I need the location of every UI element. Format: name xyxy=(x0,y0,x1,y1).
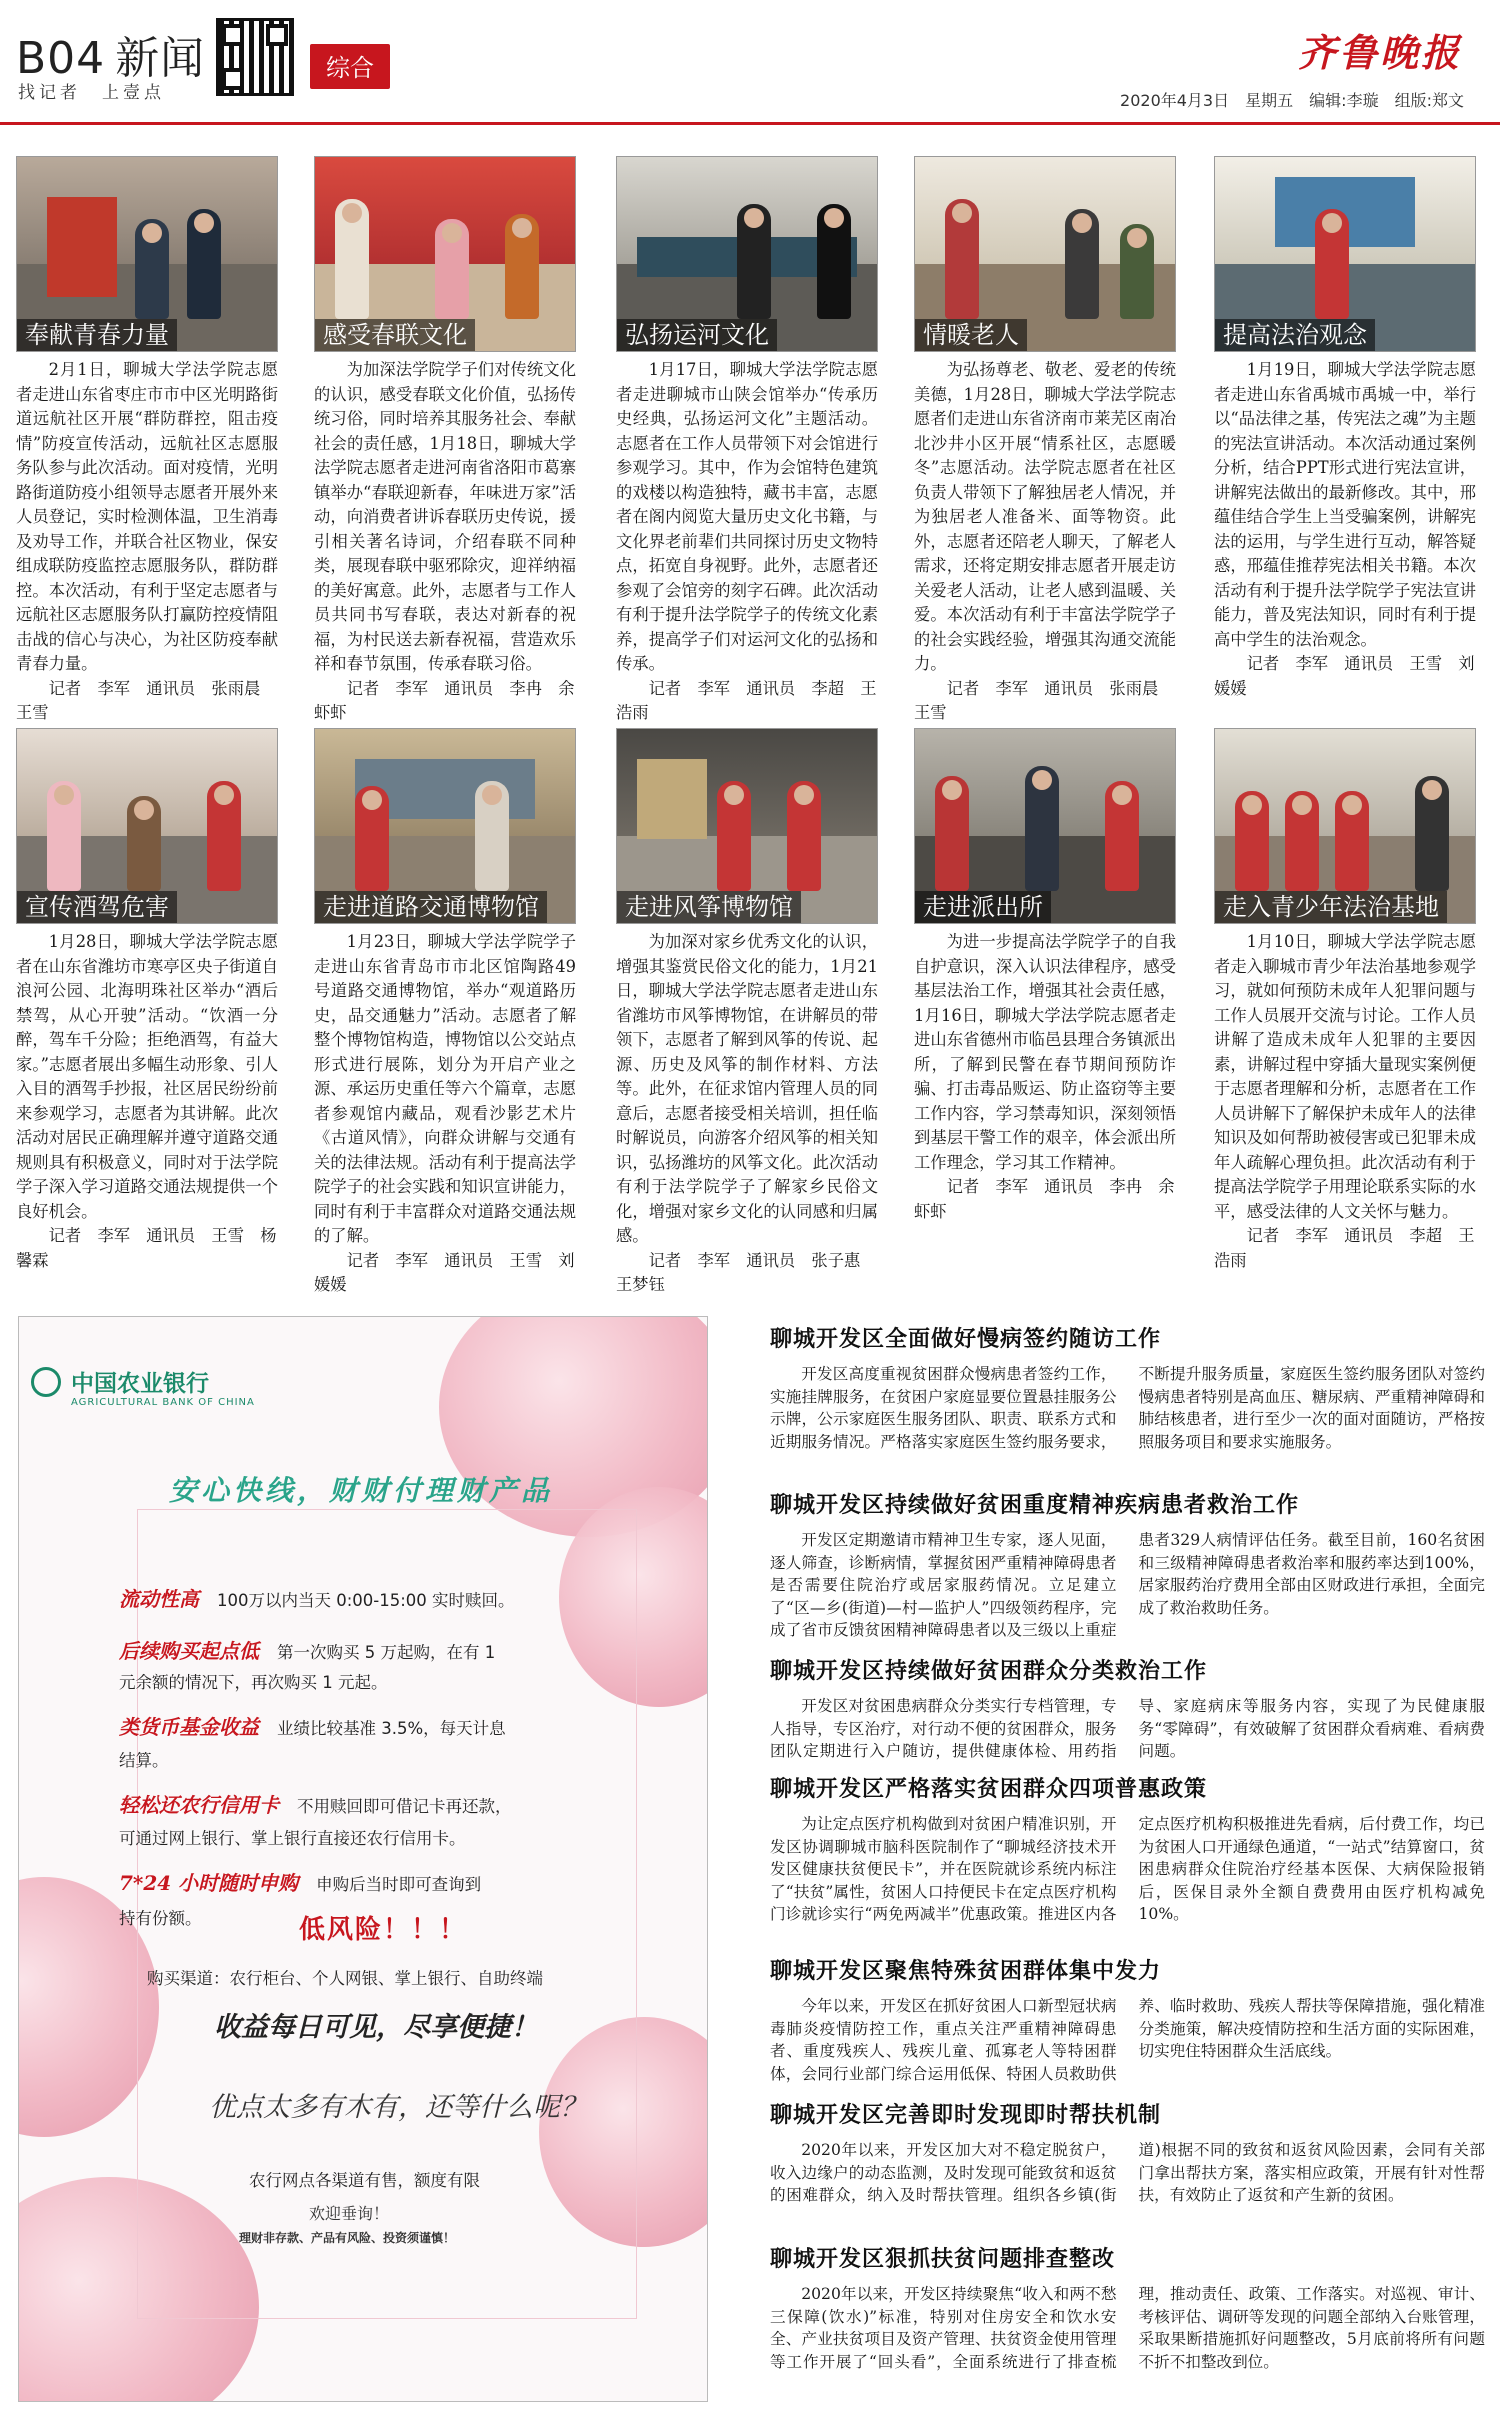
story-card xyxy=(314,156,576,726)
article-headline: 聊城开发区全面做好慢病签约随访工作 xyxy=(770,1327,1162,1352)
low-risk-label: 低风险！！！ xyxy=(299,1915,468,1945)
feature-cont: 持有份额。 xyxy=(119,1909,202,1928)
story-card xyxy=(1214,156,1476,701)
article-body: 开发区定期邀请市精神卫生专家，逐人见面，逐人筛查，诊断病情，掌握贫困严重精神障碍患者是否需要住院治疗或居家服药情况。立足建立了“区—乡(街道)—村—监护人”四级领药程序，完成了省市反馈贫困精神障碍患者以及三级以上重症患者329人病情评估任务。截至目前，160名贫困和三级精神障碍患者救治率和服药率达到100%，居家服药治疗费用全部由区财政进行承担，全面完成了救治救助任务。 xyxy=(770,1531,1485,1639)
story-byline: 记者 李军 通讯员 李冉 余虾虾 xyxy=(914,1177,1175,1221)
article-body: 2020年以来，开发区加大对不稳定脱贫户，收入边缘户的动态监测，及时发现可能致贫和返贫的困难群众，纳入及时帮扶管理。组织各乡镇(街道)根据不同的致贫和返贫风险因素，会同有关部门拿出帮扶方案，落实相应政策，开展有针对性帮扶，有效防止了返贫和产生新的贫困。 xyxy=(770,2141,1485,2204)
story-caption: 提高法治观念 xyxy=(1215,319,1375,351)
story-card xyxy=(914,728,1176,1224)
story-text: 1月17日，聊城大学法学院志愿者走进聊城市山陕会馆举办“传承历史经典，弘扬运河文化”主题活动。志愿者在工作人员带领下对会馆进行参观学习。其中，作为会馆特色建筑的戏楼以构造独特，藏书丰富，志愿者在阁内阅览大量历史文化书籍，与文化界老前辈们共同探讨历史文物特点，拓宽自身视野。此外，志愿者还参观了会馆旁的刻字石碑。此次活动有利于提升法学院学子的传统文化素养，提高学子们对运河文化的弘扬和传承。 xyxy=(616,360,878,673)
ad-slogan: 收益每日可见，尽享便捷！ xyxy=(214,2012,538,2043)
story-card xyxy=(1214,728,1476,1273)
story-photo xyxy=(914,728,1176,924)
news-article xyxy=(770,2242,1485,2373)
news-article xyxy=(770,1772,1485,1926)
story-text: 1月23日，聊城大学法学院学子走进山东省青岛市市北区馆陶路49号道路交通博物馆，举办“观道路历史，品交通魅力”活动。志愿者了解整个博物馆构造，博物馆以公交站点形式进行展陈，划分为开启产业之源、承运历史重任等六个篇章，志愿者参观馆内藏品，观看沙影艺术片《古道风情》，向群众讲解与交通有关的法律法规。活动有利于提高法学院学子的社会实践和知识宣讲能力，同时有利于丰富群众对道路交通法规的了解。 xyxy=(314,932,576,1245)
article-headline: 聊城开发区持续做好贫困群众分类救治工作 xyxy=(770,1659,1208,1684)
article-body: 今年以来，开发区在抓好贫困人口新型冠状病毒肺炎疫情防控工作，重点关注严重精神障碍患者、重度残疾人、残疾儿童、孤寡老人等特困群体，会同行业部门综合运用低保、特困人员救助供养、临时救助、残疾人帮扶等保障措施，强化精准分类施策，解决疫情防控和生活方面的实际困难，切实兜住特困群众生活底线。 xyxy=(770,1997,1485,2083)
bank-logo-icon xyxy=(31,1367,61,1397)
story-card xyxy=(314,728,576,1298)
feature-body: 业绩比较基准 3.5%，每天计息 xyxy=(277,1719,506,1738)
ad-risk-warning: 理财非存款、产品有风险、投资须谨慎！ xyxy=(239,2231,456,2245)
feature-cont: 元余额的情况下，再次购买 1 元起。 xyxy=(119,1673,388,1692)
masthead-rule xyxy=(0,122,1500,125)
article-body: 开发区对贫困患病群众分类实行专档管理，专人指导，专区治疗，对行动不便的贫困群众，服务团队定期进行入户随访，提供健康体检、用药指导、家庭病床等服务内容，实现了为民健康服务“零障碍”，有效破解了贫困群众看病难、看病费问题。 xyxy=(770,1697,1485,1760)
page-number: B04 xyxy=(16,33,106,84)
masthead xyxy=(0,0,1500,118)
story-byline: 记者 李军 通讯员 李超 王浩雨 xyxy=(1214,1226,1475,1270)
story-photo xyxy=(1214,156,1476,352)
ad-feature xyxy=(119,1635,495,1664)
feature-body: 申购后当时即可查询到 xyxy=(316,1875,482,1894)
story-text: 1月28日，聊城大学法学院志愿者在山东省潍坊市寒亭区央子街道自浪河公园、北海明珠社区举办“酒后禁驾，从心开驶”活动。“饮酒一分醉，驾车千分险；拒绝酒驾，有益大家。”志愿者展出多幅生动形象、引人入目的酒驾手抄报，社区居民纷纷前来参观学习，志愿者为其讲解。此次活动对居民正确理解并遵守道路交通规则具有积极意义，同时对于法学院学子深入学习道路交通法规提供一个良好机会。 xyxy=(16,932,278,1221)
section-name: 新闻 xyxy=(115,33,206,84)
ad-outlets: 农行网点各渠道有售，额度有限 xyxy=(249,2171,480,2190)
bank-name: 中国农业银行 xyxy=(71,1370,209,1397)
story-byline: 记者 李军 通讯员 王雪 刘媛媛 xyxy=(1214,654,1475,698)
ad-feature xyxy=(119,1867,481,1896)
story-photo xyxy=(16,156,278,352)
purchase-channels: 购买渠道：农行柜台、个人网银、掌上银行、自助终端 xyxy=(147,1969,543,1988)
story-caption: 宣传酒驾危害 xyxy=(17,891,177,923)
article-body: 2020年以来，开发区持续聚焦“收入和两不愁三保障(饮水)”标准，特别对住房安全和饮水安全、产业扶贫项目及资产管理、扶贫资金使用管理等工作开展了“回头看”，全面系统进行了排查梳理，推动责任、政策、工作落实。对巡视、审计、考核评估、调研等发现的问题全部纳入台账管理，采取果断措施抓好问题整改，5月底前将所有问题不折不扣整改到位。 xyxy=(770,2285,1485,2371)
story-caption: 走进风筝博物馆 xyxy=(617,891,801,923)
story-photo xyxy=(616,156,878,352)
story-byline: 记者 李军 通讯员 王雪 杨馨霖 xyxy=(16,1226,277,1270)
date: 2020年4月3日 xyxy=(1120,91,1230,110)
story-text: 为弘扬尊老、敬老、爱老的传统美德，1月28日，聊城大学法学院志愿者们走进山东省济南市莱芜区南冶北沙井小区开展“情系社区，志愿暖冬”志愿活动。法学院志愿者在社区负责人带领下了解独居老人情况，并为独居老人准备米、面等物资。此外，志愿者还陪老人聊天，了解老人需求，还将定期安排志愿者开展走访关爱老人活动，让老人感到温暖、关爱。本次活动有利于丰富法学院学子的社会实践经验，增强其沟通交流能力。 xyxy=(914,360,1176,673)
news-article xyxy=(770,1654,1485,1763)
feature-head: 后续购买起点低 xyxy=(119,1639,259,1663)
weekday: 星期五 xyxy=(1245,91,1294,110)
story-caption: 走入青少年法治基地 xyxy=(1215,891,1447,923)
story-byline: 记者 李军 通讯员 张雨晨 王雪 xyxy=(914,678,1175,722)
story-byline: 记者 李军 通讯员 张子惠 王梦钰 xyxy=(616,1250,877,1294)
article-headline: 聊城开发区完善即时发现即时帮扶机制 xyxy=(770,2103,1162,2128)
story-caption: 弘扬运河文化 xyxy=(617,319,777,351)
column-label: 综合 xyxy=(310,44,390,89)
feature-cont: 结算。 xyxy=(119,1751,169,1770)
masthead-tagline: 找记者 上壹点 xyxy=(18,83,165,103)
story-text: 为加深对家乡优秀文化的认识，增强其鉴赏民俗文化的能力，1月21日，聊城大学法学院志愿者走进山东省潍坊市风筝博物馆，在讲解员的带领下，志愿者了解到风筝的传说、起源、历史及风筝的制作材料、方法等。此外，在征求馆内管理人员的同意后，志愿者接受相关培训，担任临时解说员，向游客介绍风筝的相关知识，弘扬潍坊的风筝文化。此次活动有利于法学院学子了解家乡民俗文化，增强对家乡文化的认同感和归属感。 xyxy=(616,932,878,1245)
story-text: 2月1日，聊城大学法学院志愿者走进山东省枣庄市市中区光明路街道远航社区开展“群防群控，阻击疫情”防疫宣传活动，远航社区志愿服务队参与此次活动。面对疫情，光明路街道防疫小组领导志愿者开展外来人员登记，实时检测体温，卫生消毒及劝导工作，并联合社区物业，保安组成联防疫监控志愿服务队，群防群控。本次活动，有利于坚定志愿者与远航社区志愿服务队打赢防控疫情阻击战的信心与决心，为社区防疫奉献青春力量。 xyxy=(16,360,278,673)
story-caption: 走进道路交通博物馆 xyxy=(315,891,547,923)
feature-head: 7*24 小时随时申购 xyxy=(119,1871,299,1895)
story-byline: 记者 李军 通讯员 张雨晨 王雪 xyxy=(16,678,277,722)
ad-welcome: 欢迎垂询！ xyxy=(309,2204,390,2223)
story-card xyxy=(616,156,878,726)
qr-code-icon[interactable] xyxy=(216,18,294,96)
story-photo xyxy=(314,156,576,352)
story-text: 1月10日，聊城大学法学院志愿者走入聊城市青少年法治基地参观学习，就如何预防未成年人犯罪问题与工作人员展开交流与讨论。工作人员讲解了造成未成年人犯罪的主要因素，讲解过程中穿插大量现实案例便于志愿者理解和分析，志愿者在工作人员讲解下了解保护未成年人的法律知识及如何帮助被侵害或已犯罪未成年人疏解心理负担。此次活动有利于提高法学院学子用理论联系实际的水平，感受法律的人文关怀与魅力。 xyxy=(1214,932,1476,1221)
bank-advertisement[interactable] xyxy=(18,1316,708,2402)
story-photo xyxy=(314,728,576,924)
page-number-and-section xyxy=(16,22,205,86)
story-caption: 情暖老人 xyxy=(915,319,1027,351)
feature-body: 不用赎回即可借记卡再还款， xyxy=(297,1797,512,1816)
feature-head: 类货币基金收益 xyxy=(119,1715,259,1739)
bank-name-en: AGRICULTURAL BANK OF CHINA xyxy=(71,1397,255,1408)
article-headline: 聊城开发区持续做好贫困重度精神疾病患者救治工作 xyxy=(770,1493,1300,1518)
ad-feature xyxy=(119,1711,506,1740)
story-card xyxy=(16,728,278,1273)
story-byline: 记者 李军 通讯员 王雪 刘媛媛 xyxy=(314,1250,575,1294)
feature-cont: 可通过网上银行、掌上银行直接还农行信用卡。 xyxy=(119,1829,466,1848)
story-card xyxy=(616,728,878,1298)
story-caption: 奉献青春力量 xyxy=(17,319,177,351)
story-photo xyxy=(16,728,278,924)
story-caption: 感受春联文化 xyxy=(315,319,475,351)
news-article xyxy=(770,1322,1485,1453)
article-body: 为让定点医疗机构做到对贫困户精准识别，开发区协调聊城市脑科医院制作了“聊城经济技术开发区健康扶贫便民卡”，并在医院就诊系统内标注了“扶贫”属性，贫困人口持便民卡在定点医疗机构门诊就诊实行“两免两减半”优惠政策。推进区内各定点医疗机构积极推进先看病，后付费工作，均已为贫困人口开通绿色通道，“一站式”结算窗口，贫困患病群众住院治疗经基本医保、大病保险报销后，医保目录外全额自费费用由医疗机构减免10%。 xyxy=(770,1815,1485,1923)
news-article xyxy=(770,1954,1485,2085)
ad-feature xyxy=(119,1789,512,1818)
ad-title: 安心快线，财财付理财产品 xyxy=(169,1474,554,1507)
story-caption: 走进派出所 xyxy=(915,891,1051,923)
story-text: 为加深法学院学子们对传统文化的认识，感受春联文化价值，弘扬传统习俗，同时培养其服务社会、奉献社会的责任感，1月18日，聊城大学法学院志愿者走进河南省洛阳市葛寨镇举办“春联迎新春，年味进万家”活动，向消费者讲诉春联历史传说，援引相关著名诗词，介绍春联不同种类，展现春联中驱邪除灾，迎祥纳福的美好寓意。此外，志愿者与工作人员共同书写春联，表达对新春的祝福，为村民送去新春祝福，营造欢乐祥和春节氛围，传承春联习俗。 xyxy=(314,360,576,673)
feature-body: 第一次购买 5 万起购，在有 1 xyxy=(277,1643,496,1662)
feature-body: 100万以内当天 0:00-15:00 实时赎回。 xyxy=(217,1591,515,1610)
dateline xyxy=(1120,88,1464,111)
article-headline: 聊城开发区聚焦特殊贫困群体集中发力 xyxy=(770,1959,1162,1984)
story-photo xyxy=(914,156,1176,352)
editor: 编辑:李璇 xyxy=(1309,91,1379,110)
story-text: 为进一步提高法学院学子的自我自护意识，深入认识法律程序，感受基层法治工作，增强其社会责任感，1月16日，聊城大学法学院志愿者走进山东省德州市临邑县理合务镇派出所，了解到民警在春节期间预防诈骗、打击毒品贩运、防止盗窃等主要工作内容，学习禁毒知识，深刻领悟到基层干警工作的艰辛，体会派出所工作理念，学习其工作精神。 xyxy=(914,932,1176,1172)
story-photo xyxy=(616,728,878,924)
feature-head: 轻松还农行信用卡 xyxy=(119,1793,279,1817)
newspaper-logo: 齐鲁晚报 xyxy=(1297,30,1462,75)
feature-head: 流动性高 xyxy=(119,1587,199,1611)
designer: 组版:郑文 xyxy=(1394,91,1464,110)
ad-handwritten-line: 优点太多有木有，还等什么呢？ xyxy=(209,2092,587,2123)
story-byline: 记者 李军 通讯员 李超 王浩雨 xyxy=(616,678,877,722)
story-card xyxy=(914,156,1176,726)
story-byline: 记者 李军 通讯员 李冉 余虾虾 xyxy=(314,678,575,722)
story-photo xyxy=(1214,728,1476,924)
ad-feature xyxy=(119,1583,515,1612)
article-headline: 聊城开发区严格落实贫困群众四项普惠政策 xyxy=(770,1777,1208,1802)
news-article xyxy=(770,1488,1485,1642)
news-article xyxy=(770,2098,1485,2207)
story-text: 1月19日，聊城大学法学院志愿者走进山东省禹城市禹城一中，举行以“品法律之基，传宪法之魂”为主题的宪法宣讲活动。本次活动通过案例分析，结合PPT形式进行宪法宣讲，讲解宪法做出的最新修改。其中，邢蕴佳结合学生上当受骗案例，讲解宪法的运用，与学生进行互动，解答疑惑，邢蕴佳推荐宪法相关书籍。本次活动有利于提升法学院学子宪法宣讲能力，普及宪法知识，同时有利于提高中学生的法治观念。 xyxy=(1214,360,1476,649)
article-headline: 聊城开发区狠抓扶贫问题排查整改 xyxy=(770,2247,1116,2272)
story-card xyxy=(16,156,278,726)
article-body: 开发区高度重视贫困群众慢病患者签约工作，实施挂牌服务，在贫困户家庭显要位置悬挂服务公示牌，公示家庭医生服务团队、职责、联系方式和近期服务情况。严格落实家庭医生签约服务要求，不断提升服务质量，家庭医生签约服务团队对签约慢病患者特别是高血压、糖尿病、严重精神障碍和肺结核患者，进行至少一次的面对面随访，严格按照服务项目和要求实施服务。 xyxy=(770,1365,1485,1451)
